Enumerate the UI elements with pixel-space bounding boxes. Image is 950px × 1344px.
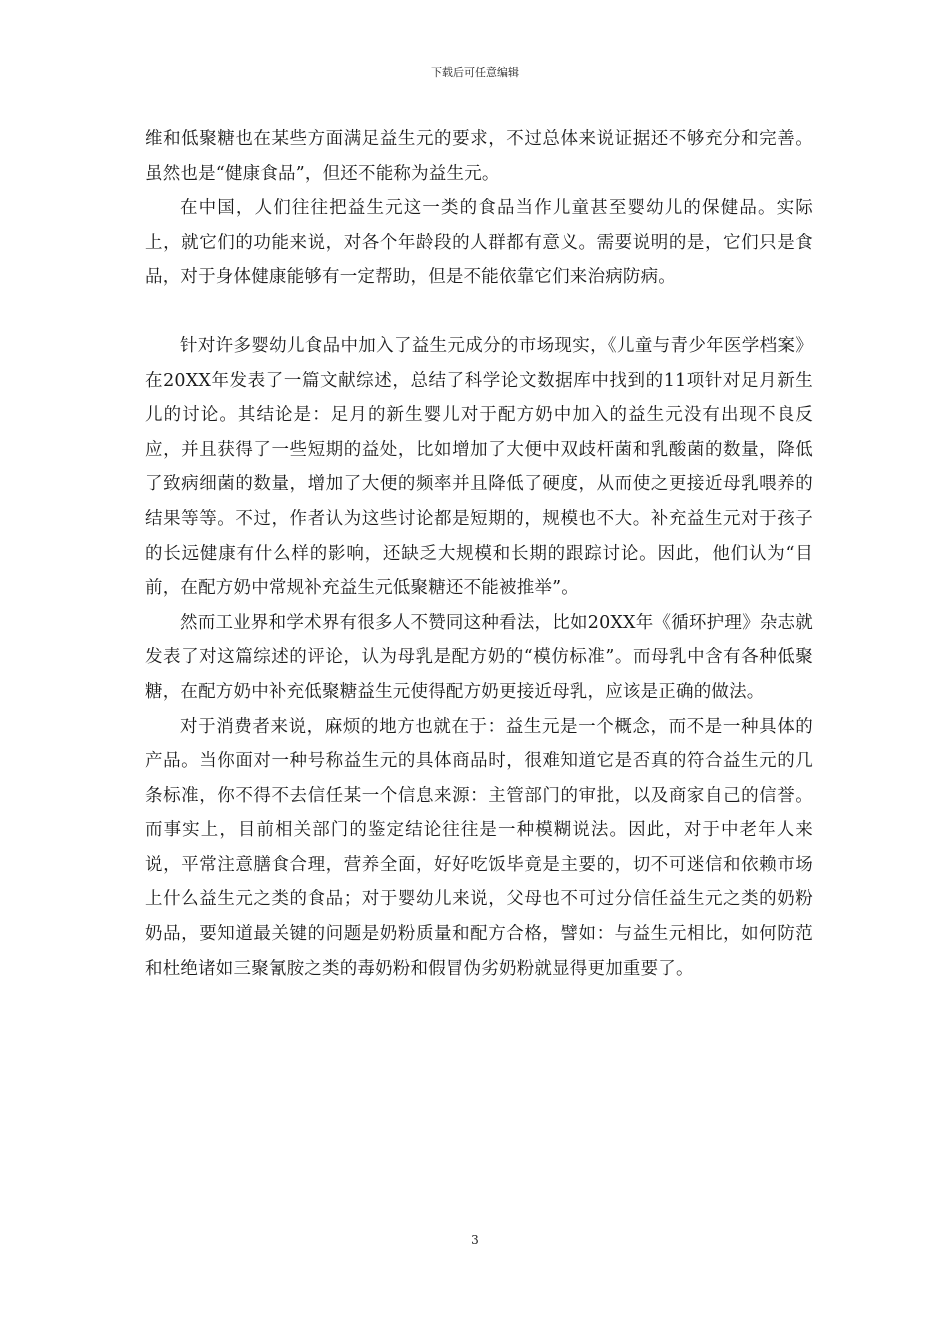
page-header: 下载后可任意编辑 — [431, 66, 519, 79]
page-number: 3 — [471, 1233, 479, 1247]
paragraph-2: 在中国，人们往往把益生元这一类的食品当作儿童甚至婴幼儿的保健品。实际上，就它们的功能来说，对各个年龄段的人群都有意义。需要说明的是，它们只是食品，对于身体健康能够有一定帮助，但是不能依靠它们来治病防病。 — [145, 198, 813, 288]
paragraph-5: 对于消费者来说，麻烦的地方也就在于：益生元是一个概念，而不是一种具体的产品。当你面对一种号称益生元的具体商品时，很难知道它是否真的符合益生元的几条标准，你不得不去信任某一个信息来源：主管部门的审批，以及商家自己的信誉。而事实上，目前相关部门的鉴定结论往往是一种模糊说法。因此，对于中老年人来说，平常注意膳食合理，营养全面，好好吃饭毕竟是主要的，切不可迷信和依赖市场上什么益生元之类的食品；对于婴幼儿来说，父母也不可过分信任益生元之类的奶粉奶品，要知道最关键的问题是奶粉质量和配方合格，譬如：与益生元相比，如何防范和杜绝诸如三聚氰胺之类的毒奶粉和假冒伪劣奶粉就显得更加重要了。 — [145, 716, 813, 979]
document-body — [145, 122, 813, 986]
paragraph-3: 针对许多婴幼儿食品中加入了益生元成分的市场现实，《儿童与青少年医学档案》在20XX年发表了一篇文献综述，总结了科学论文数据库中找到的11项针对足月新生儿的讨论。其结论是：足月的新生婴儿对于配方奶中加入的益生元没有出现不良反应，并且获得了一些短期的益处，比如增加了大便中双歧杆菌和乳酸菌的数量，降低了致病细菌的数量，增加了大便的频率并且降低了硬度，从而使之更接近母乳喂养的结果等等。不过，作者认为这些讨论都是短期的，规模也不大。补充益生元对于孩子的长远健康有什么样的影响，还缺乏大规模和长期的跟踪讨论。因此，他们认为“目前，在配方奶中常规补充益生元低聚糖还不能被推举”。 — [145, 335, 813, 599]
paragraph-4: 然而工业界和学术界有很多人不赞同这种看法，比如20XX年《循环护理》杂志就发表了对这篇综述的评论，认为母乳是配方奶的“模仿标准”。而母乳中含有各种低聚糖，在配方奶中补充低聚糖益生元使得配方奶更接近母乳，应该是正确的做法。 — [145, 612, 813, 702]
paragraph-gap — [145, 295, 813, 329]
paragraph-1: 维和低聚糖也在某些方面满足益生元的要求，不过总体来说证据还不够充分和完善。虽然也是“健康食品”，但还不能称为益生元。 — [145, 129, 813, 184]
